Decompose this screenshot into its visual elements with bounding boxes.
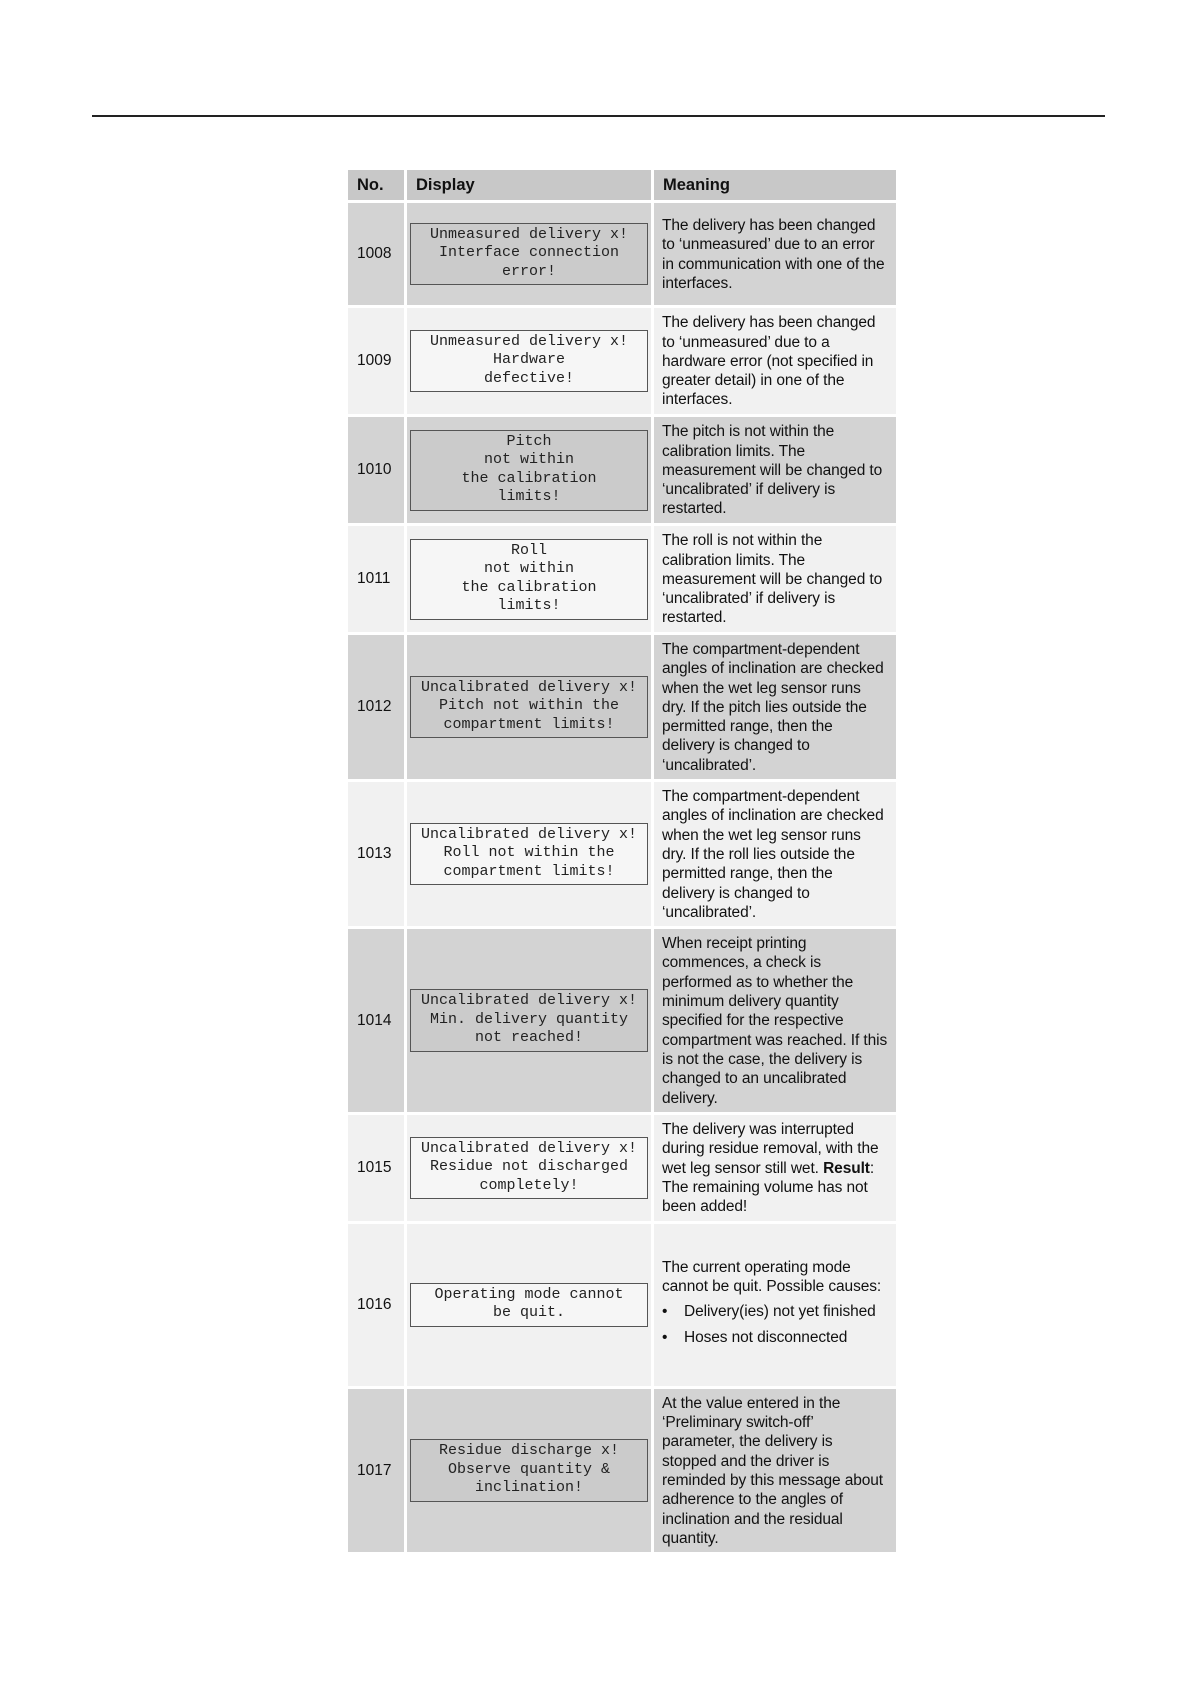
code-number: 1010 bbox=[348, 417, 404, 523]
list-item: • Delivery(ies) not yet finished bbox=[684, 1302, 889, 1321]
list-item: • Hoses not disconnected bbox=[684, 1328, 889, 1347]
display-message: Residue discharge x! Observe quantity & inclination! bbox=[410, 1439, 648, 1502]
error-code-table bbox=[345, 167, 899, 1555]
table-row bbox=[348, 417, 896, 523]
display-message: Operating mode cannot be quit. bbox=[410, 1283, 648, 1327]
meaning-text: When receipt printing commences, a check is performed as to whether the minimum delivery quantity specified for the respective compartment was reached. If this is not the case, the delivery is changed to an uncalibrated delivery. bbox=[662, 935, 888, 1107]
meaning-text: The current operating mode cannot be quit. Possible causes: bbox=[662, 1258, 882, 1296]
meaning-text: The delivery has been changed to ‘unmeasured’ due to a hardware error (not specified in greater detail) in one of the interfaces. bbox=[662, 314, 876, 409]
code-number: 1011 bbox=[348, 526, 404, 632]
header-rule bbox=[92, 115, 1105, 117]
display-message: Uncalibrated delivery x! Min. delivery quantity not reached! bbox=[410, 989, 648, 1052]
meaning-text: At the value entered in the ‘Preliminary switch-off’ parameter, the delivery is stopped and the driver is reminded by this message about adherence to the angles of inclination and the residual quantity. bbox=[662, 1394, 884, 1547]
code-number: 1014 bbox=[348, 929, 404, 1112]
table-row bbox=[348, 782, 896, 926]
code-number: 1017 bbox=[348, 1389, 404, 1552]
display-message: Unmeasured delivery x! Hardware defective! bbox=[410, 330, 648, 393]
display-message: Pitch not within the calibration limits! bbox=[410, 430, 648, 511]
code-number: 1009 bbox=[348, 308, 404, 414]
code-number: 1015 bbox=[348, 1115, 404, 1221]
header-display: Display bbox=[407, 170, 651, 200]
display-message: Uncalibrated delivery x! Pitch not within the compartment limits! bbox=[410, 676, 648, 739]
display-message: Roll not within the calibration limits! bbox=[410, 539, 648, 620]
table-row bbox=[348, 929, 896, 1112]
table-row bbox=[348, 526, 896, 632]
table-row bbox=[348, 1389, 896, 1552]
code-number: 1013 bbox=[348, 782, 404, 926]
cause-list bbox=[662, 1302, 889, 1347]
meaning-text: The delivery was interrupted during residue removal, with the wet leg sensor still wet. Result: The remaining volume has not been added! bbox=[662, 1121, 879, 1216]
code-number: 1016 bbox=[348, 1224, 404, 1386]
header-no: No. bbox=[348, 170, 404, 200]
meaning-text: The pitch is not within the calibration limits. The measurement will be changed to ‘uncalibrated’ if delivery is restarted. bbox=[662, 423, 883, 518]
table-row bbox=[348, 635, 896, 779]
table-header-row bbox=[348, 170, 896, 200]
result-text: : The remaining volume has not been added! bbox=[662, 1159, 875, 1216]
display-message: Uncalibrated delivery x! Roll not within the compartment limits! bbox=[410, 823, 648, 886]
display-message: Uncalibrated delivery x! Residue not discharged completely! bbox=[410, 1137, 648, 1200]
header-meaning: Meaning bbox=[654, 170, 896, 200]
table-row bbox=[348, 308, 896, 414]
meaning-text: The roll is not within the calibration limits. The measurement will be changed to ‘uncalibrated’ if delivery is restarted. bbox=[662, 532, 883, 627]
meaning-text: The compartment-dependent angles of inclination are checked when the wet leg sensor runs dry. If the pitch lies outside the permitted range, then the delivery is changed to ‘uncalibrated’. bbox=[662, 641, 884, 774]
display-message: Unmeasured delivery x! Interface connection error! bbox=[410, 223, 648, 286]
meaning-text: The compartment-dependent angles of inclination are checked when the wet leg sensor runs dry. If the roll lies outside the permitted range, then the delivery is changed to ‘uncalibrated’. bbox=[662, 788, 884, 921]
code-number: 1008 bbox=[348, 203, 404, 305]
table-row bbox=[348, 1224, 896, 1386]
table-row bbox=[348, 203, 896, 305]
code-number: 1012 bbox=[348, 635, 404, 779]
meaning-text: The delivery has been changed to ‘unmeasured’ due to an error in communication with one of the interfaces. bbox=[662, 216, 885, 292]
result-label: Result bbox=[823, 1159, 870, 1177]
table-row bbox=[348, 1115, 896, 1221]
